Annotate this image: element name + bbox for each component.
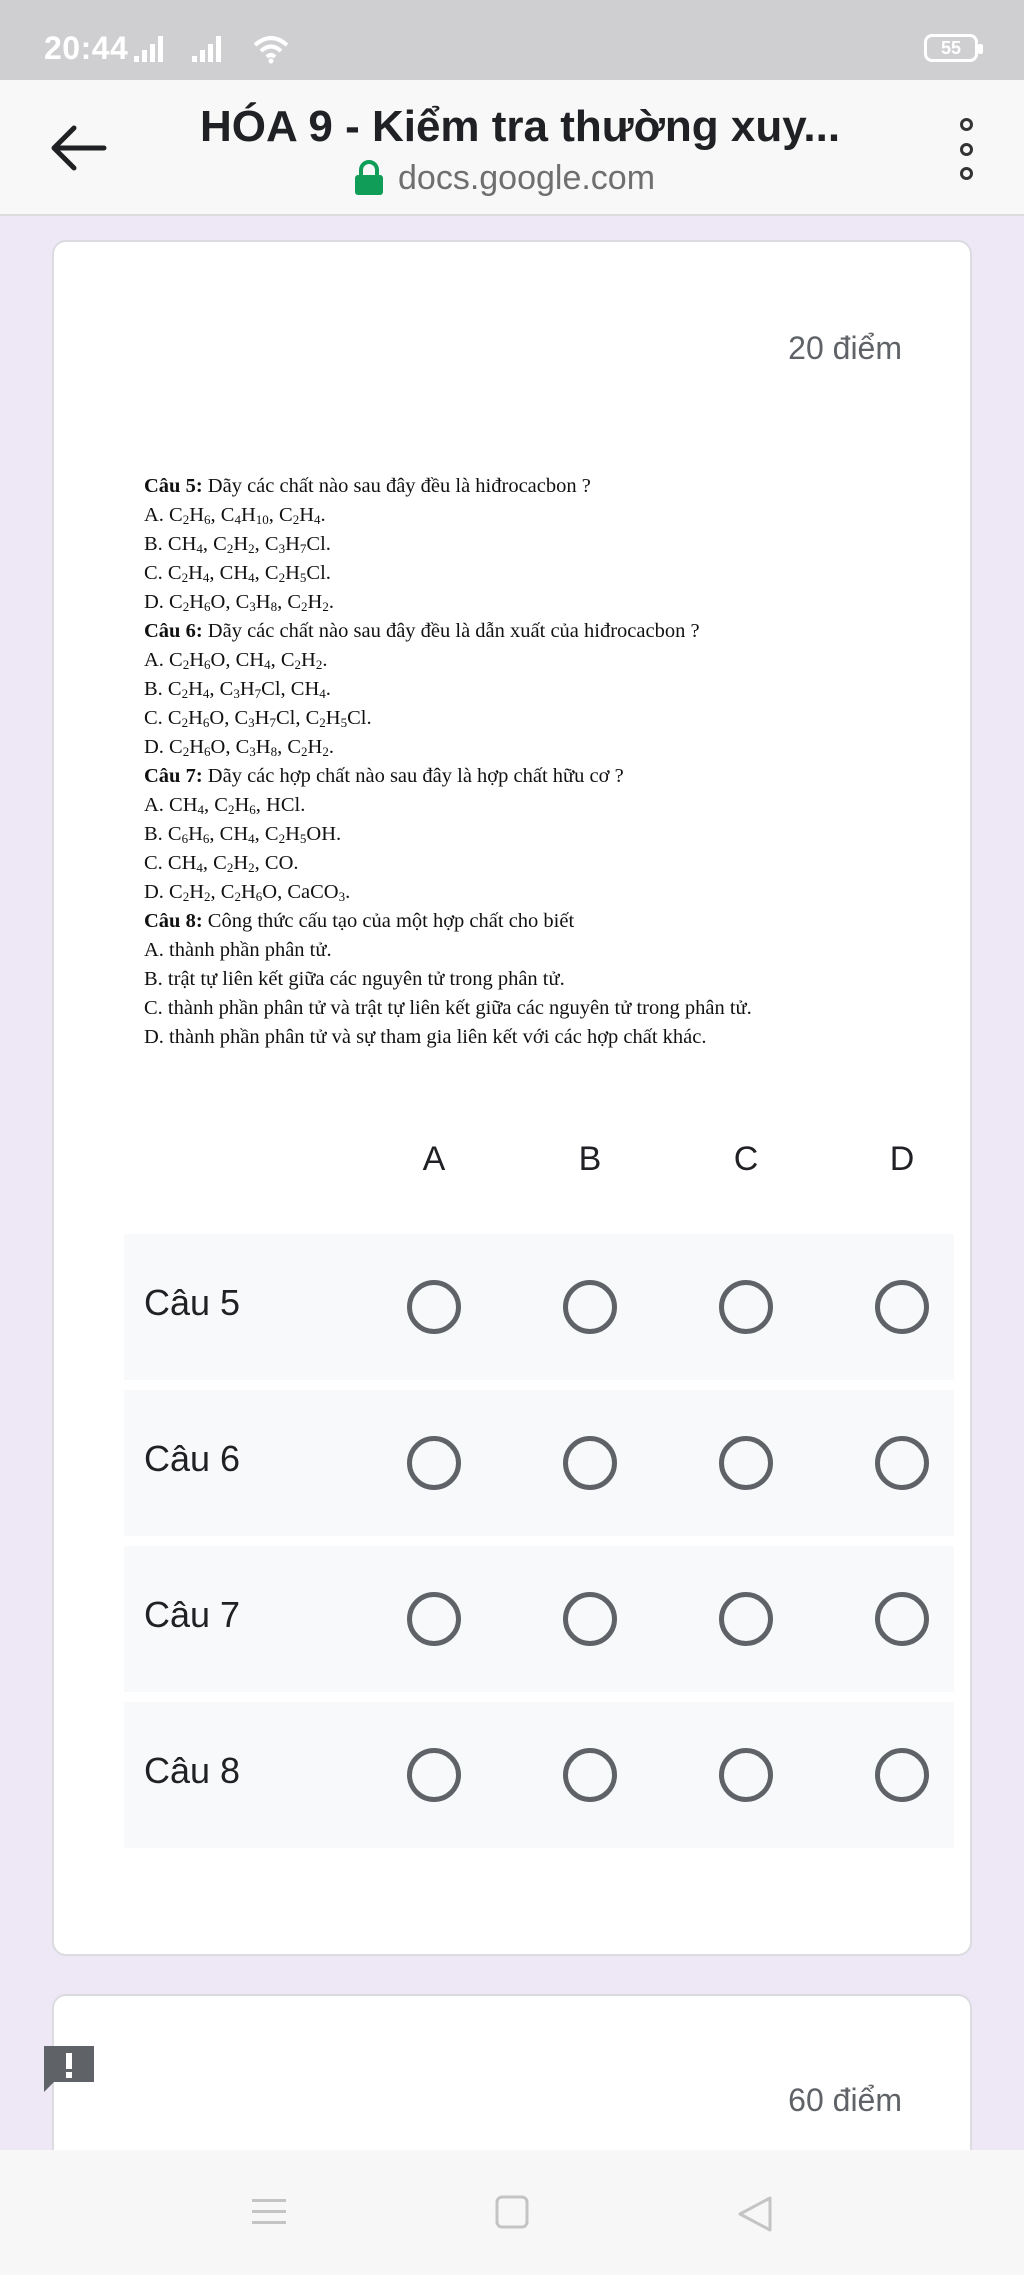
q8-option-b: B. trật tự liên kết giữa các nguyên tử trong phân tử. xyxy=(144,968,565,990)
radio-button[interactable] xyxy=(719,1748,773,1802)
radio-button[interactable] xyxy=(563,1280,617,1334)
radio-button[interactable] xyxy=(563,1748,617,1802)
question-image: Câu 5: Dãy các chất nào sau đây đều là hiđrocacbon ? A. $C_2H_6$, $C_4H_{10}$, $C_2H_4$. B. $CH_4$, $C_2H_2$, $C_3H_7Cl$. C. $C_2H_4$, $CH_4$, $C_2H_5Cl$. D. $C_2H_6O$, $C_3H_8$, $C_2H_2$. Câu 6: Dãy các chất nào sau đây đều là dẫn xuất của hiđrocacbon ? A. $C_2H_6O$, $CH_4$, $C_2H_2$. B. $C_2H_4$, $C_3H_7Cl$, $CH_4$. C. $C_2H_6O$, $C_3H_7Cl$, $C_2H_5Cl$. D. $C_2H_6O$, $C_3H_8$, $C_2H_2$. Câu 7: Dãy các hợp chất nào sau đây là hợp chất hữu cơ ? A. $CH_4$, $C_2H_6$, HCl. B. $C_6H_6$, $CH_4$, $C_2H_5OH$. C. $CH_4$, $C_2H_2$, CO. D. $C_2H_2$, $C_2H_6O$, CaCO$_3$. Câu 8: Công thức cấu tạo của một hợp chất cho biết A. thành phần phân tử. B. trật tự liên kết giữa các nguyên tử trong phân tử. C. thành phần phân tử và trật tự liên kết giữa các nguyên tử trong phân tử. D. thành phần phân tử và sự tham gia liên kết với các hợp chất khác. xyxy=(144,472,924,1052)
browser-toolbar xyxy=(0,80,1024,216)
lock-icon xyxy=(354,160,384,196)
q8-label: Câu 8: xyxy=(144,910,203,932)
back-arrow-icon[interactable] xyxy=(46,116,110,180)
radio-button[interactable] xyxy=(875,1436,929,1490)
radio-button[interactable] xyxy=(719,1436,773,1490)
column-header: A xyxy=(422,1140,446,1178)
q8-option-c: C. thành phần phân tử và trật tự liên kết giữa các nguyên tử trong phân tử. xyxy=(144,997,752,1019)
points-label: 20 điểm xyxy=(788,330,902,366)
grid-row xyxy=(124,1390,954,1536)
menu-icon[interactable] xyxy=(250,2194,288,2230)
radio-button[interactable] xyxy=(875,1280,929,1334)
system-nav-bar xyxy=(0,2150,1024,2275)
home-square-icon[interactable] xyxy=(494,2194,530,2230)
status-time: 20:44 xyxy=(44,30,129,66)
q6-label: Câu 6: xyxy=(144,620,203,642)
row-label: Câu 8 xyxy=(144,1750,241,1791)
radio-button[interactable] xyxy=(719,1280,773,1334)
signal-icon xyxy=(134,34,170,62)
row-label: Câu 5 xyxy=(144,1282,241,1323)
radio-button[interactable] xyxy=(719,1592,773,1646)
signal-icon xyxy=(192,34,228,62)
row-label: Câu 7 xyxy=(144,1594,241,1635)
url-text: docs.google.com xyxy=(398,158,656,197)
q7-text: Dãy các hợp chất nào sau đây là hợp chất hữu cơ ? xyxy=(202,765,624,787)
radio-button[interactable] xyxy=(407,1592,461,1646)
feedback-icon[interactable] xyxy=(40,2042,98,2096)
points-label: 60 điểm xyxy=(788,2082,902,2118)
page-title: HÓA 9 - Kiểm tra thường xuy... xyxy=(200,102,841,151)
radio-button[interactable] xyxy=(407,1280,461,1334)
q6-text: Dãy các chất nào sau đây đều là dẫn xuất của hiđrocacbon ? xyxy=(202,620,700,642)
column-header: C xyxy=(733,1140,759,1178)
question-card xyxy=(52,240,972,1956)
radio-button[interactable] xyxy=(407,1748,461,1802)
grid-row xyxy=(124,1234,954,1380)
radio-button[interactable] xyxy=(407,1436,461,1490)
back-triangle-icon[interactable] xyxy=(734,2194,774,2234)
battery-indicator: 55 xyxy=(924,34,978,62)
wifi-icon xyxy=(252,34,290,64)
more-vert-icon[interactable] xyxy=(956,118,976,180)
row-label: Câu 6 xyxy=(144,1438,241,1479)
radio-button[interactable] xyxy=(875,1748,929,1802)
grid-column-headers xyxy=(124,1140,954,1200)
q5-text: Dãy các chất nào sau đây đều là hiđrocacbon ? xyxy=(202,475,591,497)
radio-button[interactable] xyxy=(563,1592,617,1646)
url-row[interactable] xyxy=(354,156,655,200)
q8-option-d: D. thành phần phân tử và sự tham gia liên kết với các hợp chất khác. xyxy=(144,1026,707,1048)
radio-button[interactable] xyxy=(563,1436,617,1490)
column-header: D xyxy=(889,1140,915,1178)
grid-row xyxy=(124,1546,954,1692)
q8-option-a: A. thành phần phân tử. xyxy=(144,939,332,961)
q7-label: Câu 7: xyxy=(144,765,203,787)
q8-text: Công thức cấu tạo của một hợp chất cho biết xyxy=(202,910,575,932)
radio-button[interactable] xyxy=(875,1592,929,1646)
status-bar xyxy=(0,0,1024,80)
grid-row xyxy=(124,1702,954,1848)
column-header: B xyxy=(578,1140,602,1178)
q5-label: Câu 5: xyxy=(144,475,203,497)
